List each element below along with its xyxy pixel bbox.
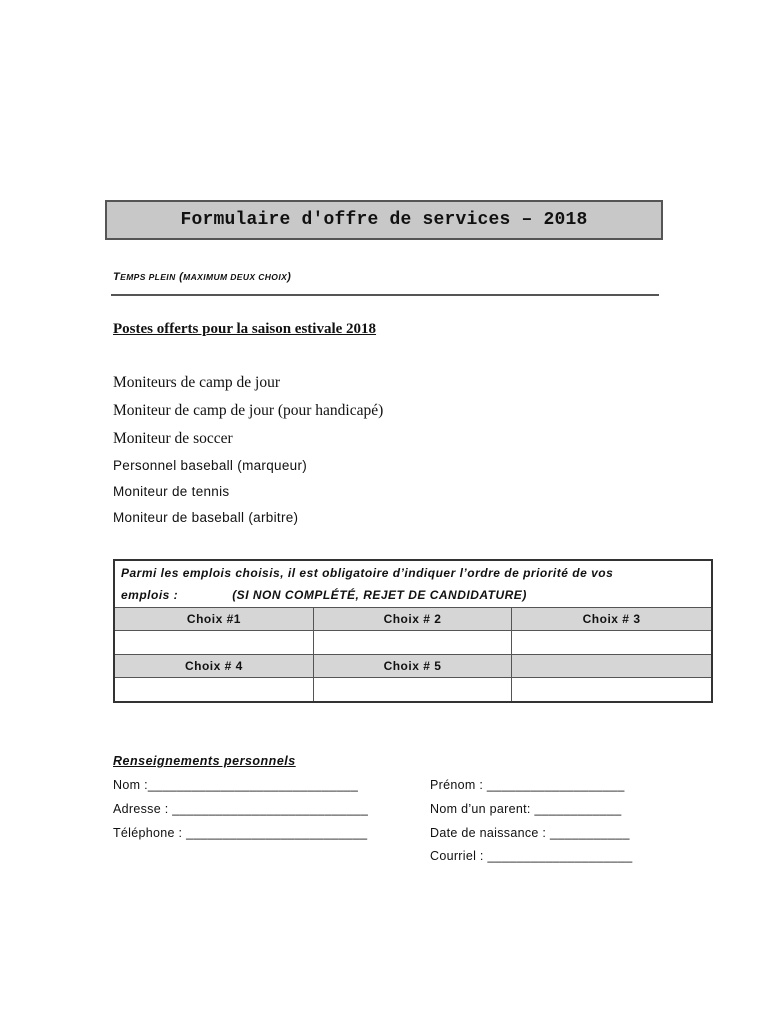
section-label-paren-text: MAXIMUM DEUX CHOIX bbox=[183, 272, 288, 282]
job-item: Moniteur de soccer bbox=[113, 430, 233, 447]
section-label-temps-plein bbox=[113, 271, 291, 283]
choix-2-header: Choix # 2 bbox=[313, 608, 511, 631]
job-item: Personnel baseball (marqueur) bbox=[113, 458, 308, 473]
choix-4-header: Choix # 4 bbox=[114, 655, 313, 678]
job-item: Moniteur de camp de jour (pour handicapé) bbox=[113, 402, 384, 419]
personal-info-heading: Renseignements personnels bbox=[113, 754, 296, 768]
priority-notice-line1: Parmi les emplois choisis, il est obligatoire d’indiquer l’ordre de priorité de vos bbox=[121, 566, 614, 580]
adresse-field[interactable]: Adresse : ___________________________ bbox=[113, 802, 369, 816]
nom-field[interactable]: Nom :_____________________________ bbox=[113, 778, 359, 792]
priority-notice-emplois: emplois : bbox=[121, 588, 179, 602]
form-title bbox=[105, 200, 663, 240]
priority-notice-line2 bbox=[121, 584, 705, 606]
choix-3-cell[interactable] bbox=[512, 631, 712, 655]
prenom-field[interactable]: Prénom : ___________________ bbox=[430, 778, 625, 792]
choix-2-cell[interactable] bbox=[313, 631, 511, 655]
section-label-paren-close: ) bbox=[287, 271, 292, 283]
priority-notice-warning: (SI NON COMPLÉTÉ, REJET DE CANDIDATURE) bbox=[232, 588, 527, 602]
choice-priority-table bbox=[113, 559, 713, 703]
courriel-field[interactable]: Courriel : ____________________ bbox=[430, 849, 633, 863]
form-title-text: Formulaire d'offre de services – 2018 bbox=[180, 210, 588, 230]
section-label-rest: EMPS PLEIN bbox=[120, 272, 176, 282]
choix-5-cell[interactable] bbox=[313, 678, 511, 703]
parent-field[interactable]: Nom d’un parent: ____________ bbox=[430, 802, 622, 816]
telephone-field[interactable]: Téléphone : _________________________ bbox=[113, 826, 368, 840]
job-item: Moniteur de baseball (arbitre) bbox=[113, 510, 299, 525]
section-divider bbox=[111, 294, 659, 296]
empty-cell bbox=[512, 678, 712, 703]
job-item: Moniteurs de camp de jour bbox=[113, 374, 281, 391]
job-item: Moniteur de tennis bbox=[113, 484, 230, 499]
choix-1-cell[interactable] bbox=[114, 631, 313, 655]
naissance-field[interactable]: Date de naissance : ___________ bbox=[430, 826, 630, 840]
choix-3-header: Choix # 3 bbox=[512, 608, 712, 631]
section-label-paren-open: ( bbox=[175, 271, 184, 283]
postes-heading: Postes offerts pour la saison estivale 2018 bbox=[113, 321, 377, 337]
section-label-initial: T bbox=[113, 271, 121, 283]
choix-5-header: Choix # 5 bbox=[313, 655, 511, 678]
choix-4-cell[interactable] bbox=[114, 678, 313, 703]
empty-header bbox=[512, 655, 712, 678]
choix-1-header: Choix #1 bbox=[114, 608, 313, 631]
priority-notice bbox=[114, 560, 712, 608]
